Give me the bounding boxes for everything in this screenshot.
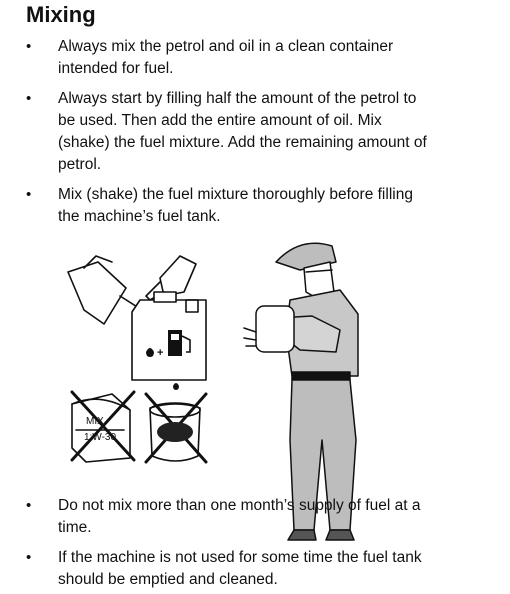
bullet-text <box>58 495 498 539</box>
bullet-line: Mix (shake) the fuel mixture thoroughly before filling <box>58 186 413 203</box>
bullet-marker: • <box>26 186 32 203</box>
bullet-marker: • <box>26 90 32 107</box>
can-label: MIX <box>86 416 104 427</box>
bullet-line: (shake) the fuel mixture. Add the remaining amount of <box>58 134 427 151</box>
bullet-line: If the machine is not used for some time the fuel tank <box>58 549 422 566</box>
bullet-line: intended for fuel. <box>58 60 174 77</box>
bullet-text <box>58 547 498 591</box>
bullet-line: Always mix the petrol and oil in a clean container <box>58 38 394 55</box>
bullet-line: petrol. <box>58 156 102 173</box>
bullet-line: Do not mix more than one month’s supply of fuel at a <box>58 497 421 514</box>
fuel-contents-shape <box>157 422 193 442</box>
bullet-marker: • <box>26 549 32 566</box>
bullet-line: be used. Then add the entire amount of oil. Mix <box>58 112 382 129</box>
can-label: 1:W-30 <box>84 432 117 443</box>
bullet-line: should be emptied and cleaned. <box>58 571 278 588</box>
section-heading: Mixing <box>26 2 96 27</box>
oil-drop-icon <box>173 383 179 390</box>
bullet-line: the machine’s fuel tank. <box>58 208 221 225</box>
bullet-marker: • <box>26 38 32 55</box>
bullet-line: time. <box>58 519 92 536</box>
bullet-line: Always start by filling half the amount of the petrol to <box>58 90 417 107</box>
svg-text:+: + <box>157 347 164 359</box>
bullet-marker: • <box>26 497 32 514</box>
